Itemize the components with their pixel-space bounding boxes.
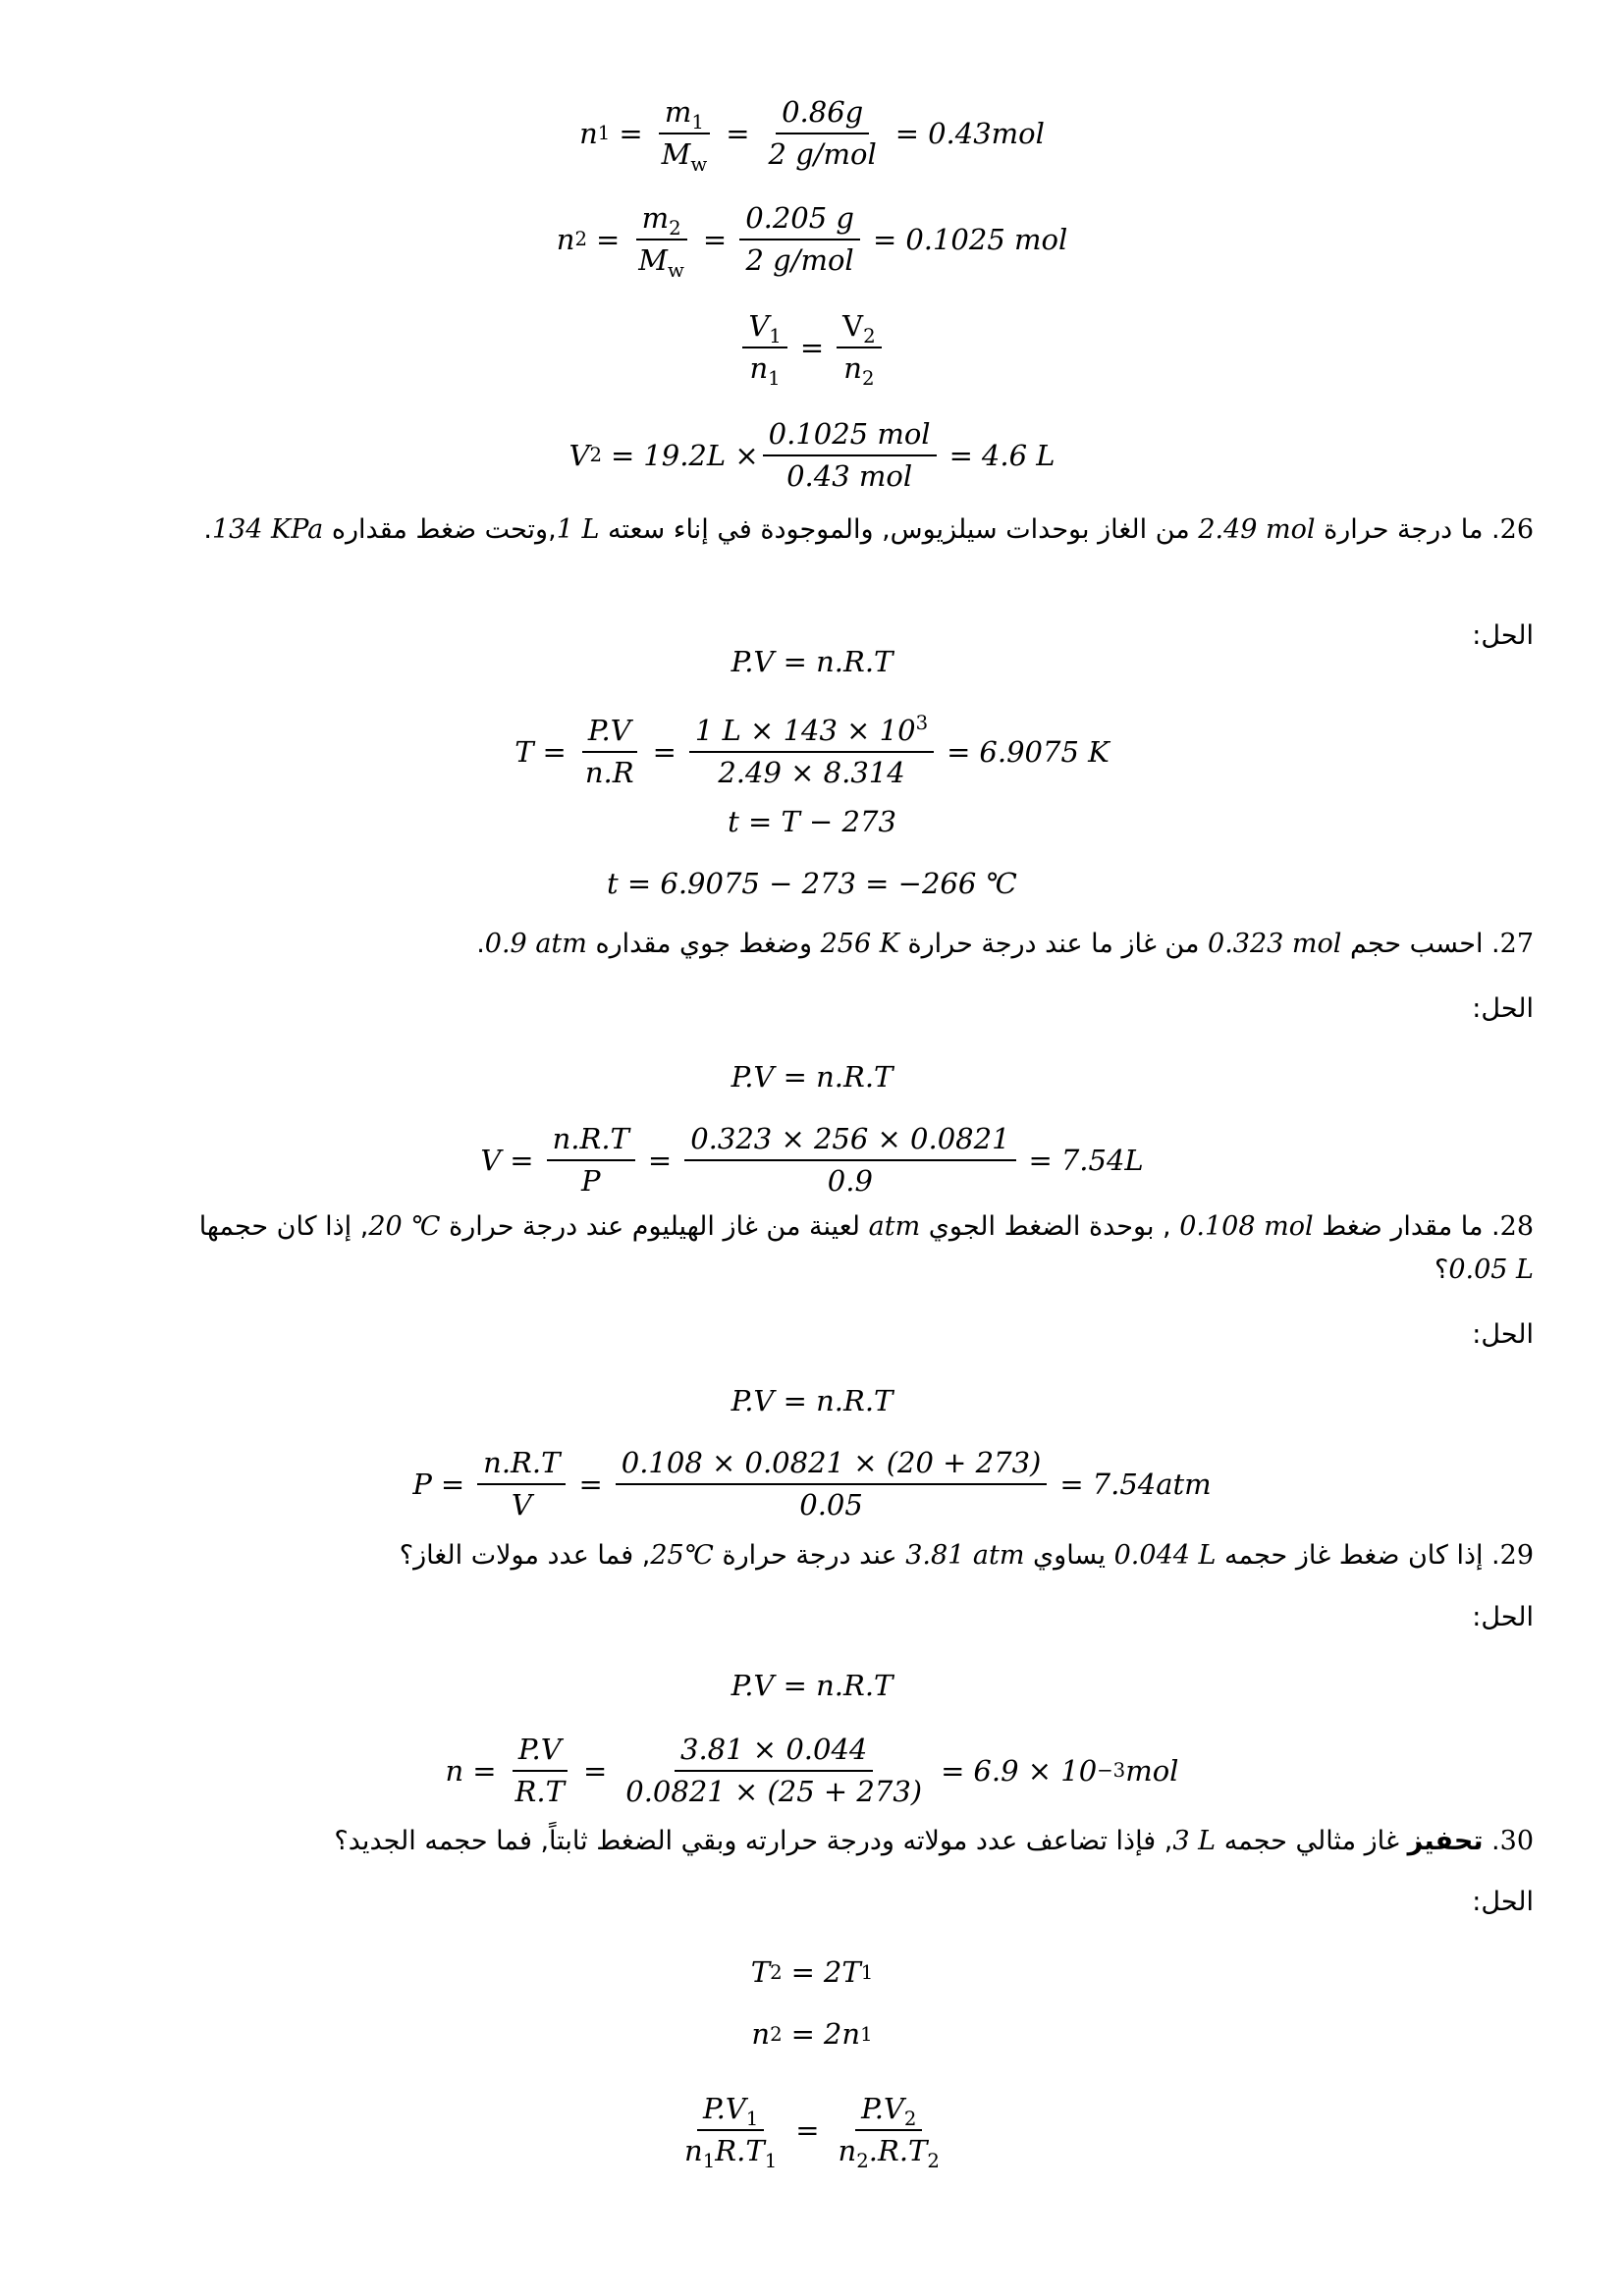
fraction-nrt-p: $\frac{n.R.T}{P}$ [547,1125,635,1196]
fraction-pv2-nrt2: $\frac{P.V_2}{n_2.R.T_2}$ [838,2092,940,2172]
equation-ideal-gas-26: P.V = n.R.T [731,645,893,678]
solution-label-28: الحل: [1472,1319,1534,1350]
equation-ideal-gas-29: P.V = n.R.T [731,1669,893,1702]
solution-label-30: الحل: [1472,1887,1534,1917]
equation-celsius-conversion: t = T − 273 [728,805,896,838]
equation-ideal-gas-28: P.V = n.R.T [731,1384,893,1417]
fraction-moles-values: $\frac{3.81 \times 0.044}{0.0821 \times (25 + 273)}$ [625,1733,923,1808]
fraction-pv-rt: $\frac{P.V}{R.T}$ [510,1735,570,1806]
fraction-pressure-values: $\frac{0.108 \times 0.0821 \times (20 + 273)}{0.05}$ [616,1449,1048,1520]
equation-ideal-gas-27: P.V = n.R.T [731,1060,893,1094]
solution-label-26: الحل: [1472,620,1534,651]
equation-n2: n 2 = $\frac{m_2}{M_w}$ = $\frac{0.205 g}{\text{2 g/mol}}$ = 0.1025 mol [556,201,1068,282]
fraction-v1-n1: $\frac{V_1}{n_1}$ [742,312,787,383]
question-29: 29. إذا كان ضغط غاز حجمه 0.044 L يساوي 3.81 atm عند درجة حرارة 25℃, فما عدد مولات الغاز؟ [399,1540,1534,1571]
solution-label-29: الحل: [1472,1602,1534,1632]
fraction-mass-molar-2: $\frac{0.205 g}{\text{2 g/mol}}$ [739,204,860,275]
equation-pressure: P = $\frac{n.R.T}{V}$ = $\frac{0.108 \times 0.0821 \times (20 + 273)}{0.05}$ = 7.54atm [412,1446,1212,1522]
equation-t2: T 2 = 2T 1 [750,1955,874,1989]
equation-moles: n = $\frac{P.V}{R.T}$ = $\frac{3.81 \times 0.044}{0.0821 \times (25 + 273)}$ = 6.9 × 10 −3 mol [445,1733,1179,1808]
equation-volume-ratio: $\frac{V_1}{n_1}$ = $\frac{V_2}{n_2}$ [0,312,1624,383]
question-30: 30. تحفيز غاز مثالي حجمه 3 L, فإذا تضاعف عدد مولاته ودرجة حرارته وبقي الضغط ثابتاً, فما حجمه الجديد؟ [334,1826,1534,1856]
fraction-temperature-values: $\frac{1 L \times 143 \times 10^3}{2.49 \times 8.314}$ [689,717,934,787]
fraction-nrt-v: $\frac{n.R.T}{V}$ [477,1449,566,1520]
fraction-mol-ratio: $\frac{\text{0.1025 mol}}{\text{0.43 mol}}$ [763,420,937,491]
fraction-v2-n2: $\frac{V_2}{n_2}$ [837,312,882,383]
equation-n2-double: n 2 = 2n 1 [751,2017,873,2051]
equation-temperature-kelvin: T = $\frac{P.V}{n.R}$ = $\frac{1 L \times 143 \times 10^3}{2.49 \times 8.314}$ = 6.9075 K [514,712,1110,789]
question-27: 27. احسب حجم 0.323 mol من غاز ما عند درجة حرارة 256 K وضغط جوي مقداره 0.9 atm. [476,929,1534,959]
equation-volume: V = $\frac{n.R.T}{P}$ = $\frac{0.323 \times 256 \times 0.0821}{0.9}$ = 7.54L [480,1122,1144,1198]
fraction-pv-nr: $\frac{P.V}{n.R}$ [579,717,640,787]
fraction-m2-mw: $\frac{m_2}{M_w}$ [632,204,690,275]
question-26: 26. ما درجة حرارة 2.49 mol من الغاز بوحدات سيلزيوس, والموجودة في إناء سعته 1 L,وتحت ضغط مقداره 134 KPa. [203,514,1534,545]
equation-combined-ratio: $\frac{P.V_1}{n_1R.T_1}$ = $\frac{P.V_2}{n_2.R.T_2}$ [0,2095,1624,2165]
equation-celsius-result: t = 6.9075 − 273 = −266 ℃ [607,867,1017,900]
fraction-mass-molar: $\frac{0.86g}{\text{2 g/mol}}$ [768,95,877,171]
equation-v2: V 2 = 19.2L × $\frac{\text{0.1025 mol}}{\text{0.43 mol}}$ = 4.6 L [568,417,1056,493]
equation-n1: n 1 = $\frac{m_1}{M_w}$ = $\frac{0.86g}{\text{2 g/mol}}$ = 0.43mol [579,95,1045,176]
question-28: 28. ما مقدار ضغط 0.108 mol , بوحدة الضغط الجوي atm لعينة من غاز الهيليوم عند درجة حرارة 20 ℃, إذا كان حجمها 0.05 L؟ [198,1211,1534,1285]
fraction-volume-values: $\frac{0.323 \times 256 \times 0.0821}{0.9}$ [684,1125,1015,1196]
solution-label-27: الحل: [1472,993,1534,1024]
fraction-pv1-nrt1: $\frac{P.V_1}{n_1R.T_1}$ [684,2092,778,2172]
fraction-m1-mw: $\frac{m_1}{M_w}$ [656,98,714,169]
